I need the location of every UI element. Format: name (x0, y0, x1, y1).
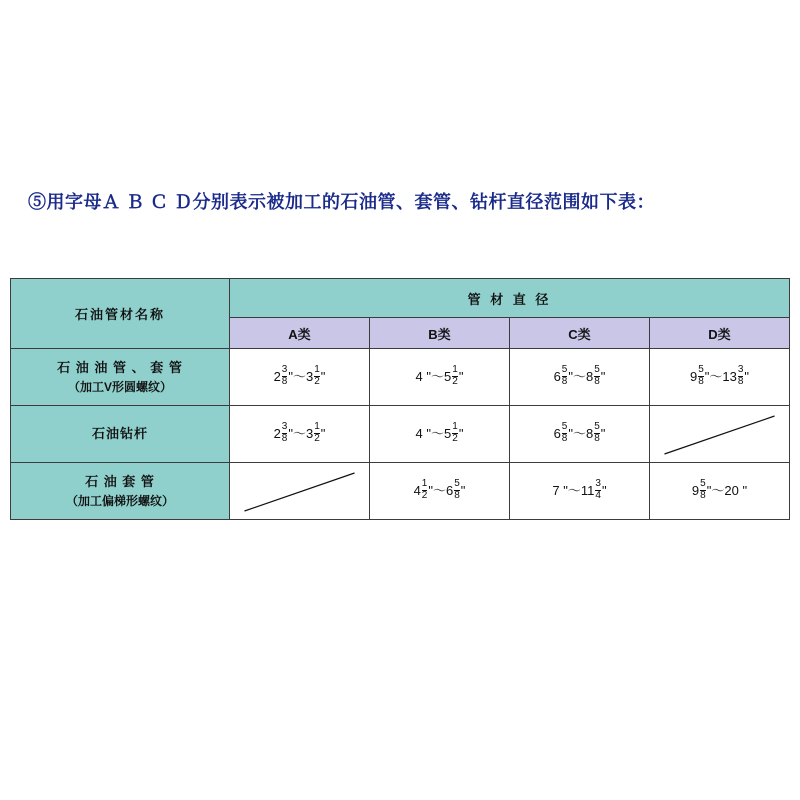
cell-range (370, 349, 510, 406)
cell-range (230, 406, 370, 463)
table-row (11, 406, 790, 463)
measure-whole: 3 (306, 425, 314, 441)
measure-fraction: $\frac{3}{8}$ (281, 421, 288, 444)
measure-whole: 8 (586, 425, 594, 441)
measure-unit: " (460, 482, 466, 498)
cell-range (510, 349, 650, 406)
range-separator: ～ (572, 425, 586, 441)
measure-whole: 9 (691, 482, 700, 498)
range-separator: ～ (292, 368, 306, 384)
measure-whole: 6 (446, 482, 454, 498)
measure-unit: " (428, 482, 433, 498)
table-header-row-1 (11, 279, 790, 318)
diagonal-line-icon (654, 408, 785, 460)
measure-whole: 9 (689, 368, 698, 384)
measure-unit: " (744, 368, 750, 384)
measure-whole: 4 (415, 368, 423, 384)
measure-unit: " (601, 482, 607, 498)
range-separator: ～ (292, 425, 306, 441)
cell-range (370, 406, 510, 463)
measure-whole: 7 (552, 482, 560, 498)
header-class-a: A类 (230, 318, 370, 349)
range-separator: ～ (431, 425, 445, 441)
row-label-main: 石 油 套 管 (85, 473, 155, 489)
measure-unit: " (426, 368, 432, 384)
range-separator: ～ (572, 368, 586, 384)
measure-fraction: $\frac{1}{2}$ (314, 364, 320, 387)
measure-whole: 2 (273, 425, 281, 441)
measure-unit: " (458, 368, 464, 384)
measure-whole: 4 (413, 482, 421, 498)
measure-fraction: $\frac{5}{8}$ (700, 478, 706, 501)
measure-unit: " (320, 368, 326, 384)
measure-unit: " (600, 368, 606, 384)
header-pipe-name: 石油管材名称 (11, 279, 230, 349)
cell-range (370, 463, 510, 520)
row-label-main: 石油钻杆 (91, 426, 148, 442)
measure-whole: 3 (306, 368, 314, 384)
measure-whole: 20 (724, 482, 739, 498)
table-row (11, 349, 790, 406)
measure-whole: 6 (553, 425, 561, 441)
measure-whole: 11 (580, 482, 595, 498)
row-label-sub: （加工偏梯形螺纹） (65, 494, 174, 508)
measure-unit: " (288, 368, 293, 384)
measure-whole: 5 (444, 425, 452, 441)
measure-unit: " (568, 368, 573, 384)
measure-unit: " (568, 425, 573, 441)
measure-whole: 5 (444, 368, 452, 384)
measure-whole: 4 (415, 425, 423, 441)
row-label-3 (11, 463, 230, 520)
measure-fraction: $\frac{1}{2}$ (452, 421, 458, 444)
measure-fraction: $\frac{1}{2}$ (421, 478, 428, 501)
measure-unit: " (288, 425, 293, 441)
cell-empty-diagonal (650, 406, 790, 463)
cell-range (510, 463, 650, 520)
header-class-b: B类 (370, 318, 510, 349)
cell-range (650, 463, 790, 520)
measure-unit: " (320, 425, 326, 441)
range-separator: ～ (709, 368, 723, 384)
range-separator: ～ (567, 482, 581, 498)
measure-fraction: $\frac{3}{8}$ (281, 364, 288, 387)
header-class-d: D类 (650, 318, 790, 349)
diagonal-line-icon (234, 465, 365, 517)
measure-whole: 13 (722, 368, 737, 384)
row-label-main: 石 油 油 管 、 套 管 (57, 359, 183, 375)
measure-whole: 8 (586, 368, 594, 384)
measure-unit: " (742, 482, 748, 498)
row-label-sub: （加工V形圆螺纹） (67, 380, 172, 394)
measure-unit: " (706, 482, 712, 498)
measure-unit: " (704, 368, 710, 384)
measure-fraction: $\frac{5}{8}$ (594, 364, 600, 387)
row-label-2 (11, 406, 230, 463)
header-pipe-diameter: 管 材 直 径 (230, 279, 790, 318)
measure-whole: 6 (553, 368, 561, 384)
range-separator: ～ (432, 482, 446, 498)
pipe-spec-table (10, 278, 790, 520)
table-body (11, 349, 790, 520)
row-label-1 (11, 349, 230, 406)
measure-fraction: $\frac{3}{4}$ (595, 478, 601, 501)
measure-fraction: $\frac{5}{8}$ (698, 364, 704, 387)
measure-whole: 2 (273, 368, 281, 384)
measure-unit: " (563, 482, 568, 498)
measure-fraction: $\frac{5}{8}$ (561, 421, 568, 444)
range-separator: ～ (711, 482, 725, 498)
measure-fraction: $\frac{3}{8}$ (737, 364, 744, 387)
measure-fraction: $\frac{1}{2}$ (314, 421, 320, 444)
header-class-c: C类 (510, 318, 650, 349)
measure-unit: " (600, 425, 606, 441)
cell-empty-diagonal (230, 463, 370, 520)
measure-fraction: $\frac{1}{2}$ (452, 364, 458, 387)
measure-fraction: $\frac{5}{8}$ (454, 478, 460, 501)
measure-unit: " (458, 425, 464, 441)
cell-range (650, 349, 790, 406)
measure-unit: " (426, 425, 432, 441)
measure-fraction: $\frac{5}{8}$ (561, 364, 568, 387)
measure-fraction: $\frac{5}{8}$ (594, 421, 600, 444)
cell-range (510, 406, 650, 463)
table-row (11, 463, 790, 520)
range-separator: ～ (431, 368, 445, 384)
page-caption: ⑤用字母Ａ Ｂ Ｃ Ｄ分别表示被加工的石油管、套管、钻杆直径范围如下表： (28, 192, 655, 212)
cell-range (230, 349, 370, 406)
